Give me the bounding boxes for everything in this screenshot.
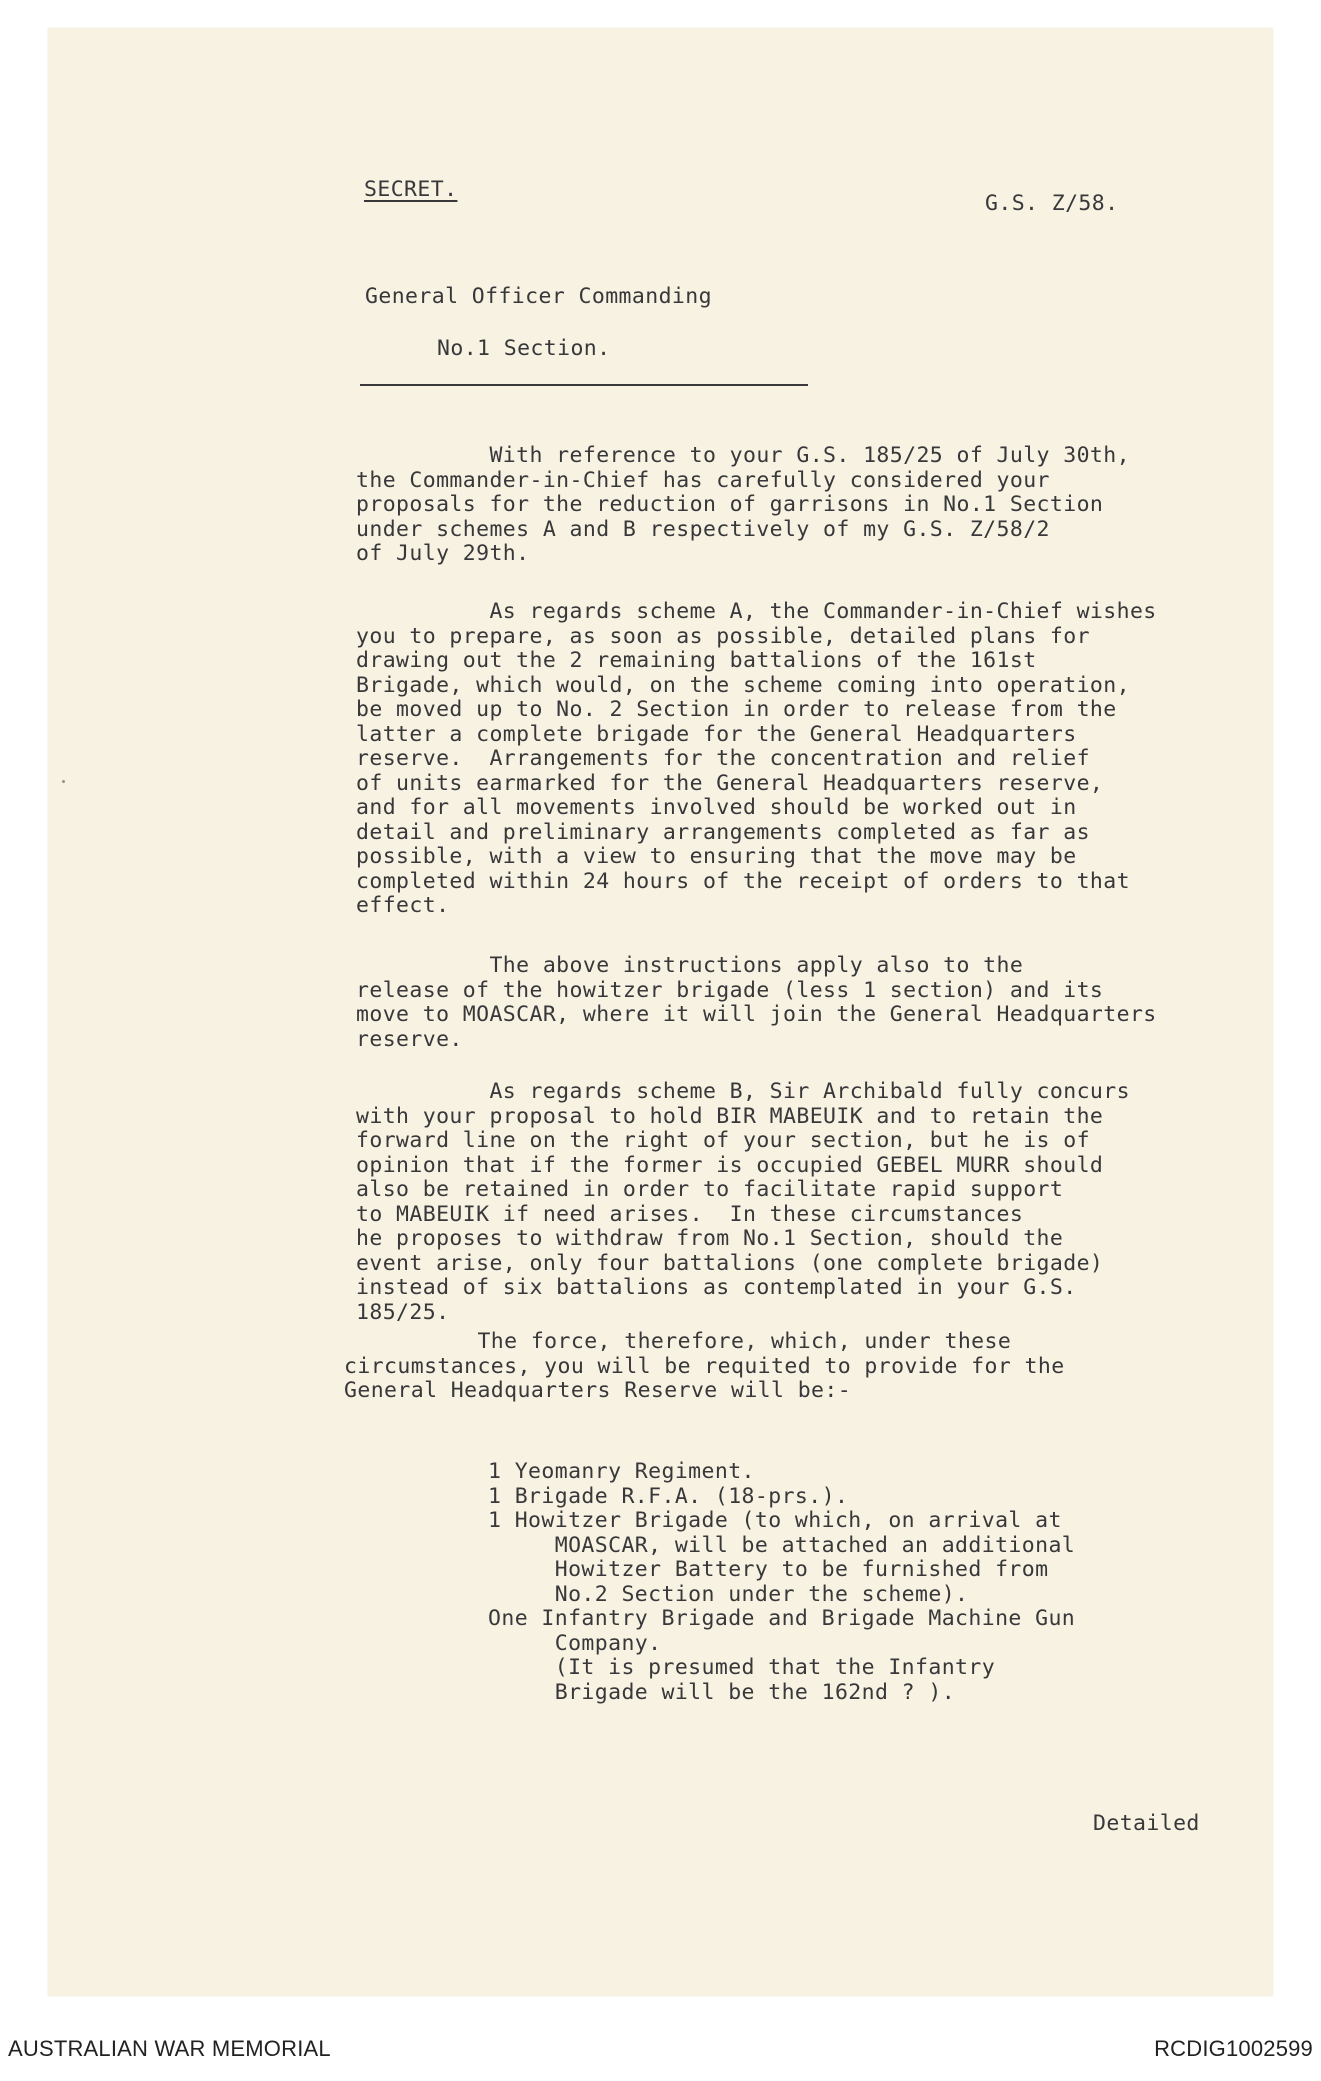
paragraph-3: The above instructions apply also to the release of the howitzer brigade (less 1 section) and its move to MOASCAR, where it will join the General Headquarters reserve. [356, 953, 1157, 1052]
divider-rule [360, 384, 808, 386]
paragraph-4: As regards scheme B, Sir Archibald fully concurs with your proposal to hold BIR MABEUIK and to retain the forward line on the right of your section, but he is of opinion that if the former is occupied GEBEL MURR should also be retained in order to facilitate rapid support to MABEUIK if need arises. In these circumstances he proposes to withdraw from No.1 Section, should the event arise, only four battalions (one complete brigade) instead of six battalions as contemplated in your G.S. 185/25. [356, 1079, 1130, 1325]
paragraph-1: With reference to your G.S. 185/25 of July 30th, the Commander-in-Chief has carefully considered your proposals for the reduction of garrisons in No.1 Section under schemes A and B respectively of my G.S. Z/58/2 of July 29th. [356, 443, 1130, 566]
classification-heading: SECRET. [364, 177, 458, 202]
paragraph-5: The force, therefore, which, under these circumstances, you will be requited to provide for the General Headquarters Reserve will be:- [344, 1329, 1065, 1403]
reference-number: G.S. Z/58. [985, 191, 1119, 216]
force-list: 1 Yeomanry Regiment. 1 Brigade R.F.A. (18-prs.). 1 Howitzer Brigade (to which, on arrival at MOASCAR, will be attached an additional Howitzer Battery to be furnished from No.2 Section under the scheme). One Infantry Brigade and Brigade Machine Gun Company. (It is presumed that the Infantry Brigade will be the 162nd ? ). [488, 1459, 1076, 1705]
catchword: Detailed [1093, 1811, 1200, 1836]
addressee-line-1: General Officer Commanding [365, 284, 712, 309]
addressee-line-2: No.1 Section. [437, 336, 611, 361]
paragraph-2: As regards scheme A, the Commander-in-Chief wishes you to prepare, as soon as possible, detailed plans for drawing out the 2 remaining battalions of the 161st Brigade, which would, on the scheme coming into operation, be moved up to No. 2 Section in order to release from the latter a complete brigade for the General Headquarters reserve. Arrangements for the concentration and relief of units earmarked for the General Headquarters reserve, and for all movements involved should be worked out in detail and preliminary arrangements completed as far as possible, with a view to ensuring that the move may be completed within 24 hours of the receipt of orders to that effect. [356, 599, 1157, 918]
paper-mark [62, 780, 65, 783]
footer-institution: AUSTRALIAN WAR MEMORIAL [8, 2036, 331, 2061]
footer-record-id: RCDIG1002599 [1154, 2036, 1313, 2061]
